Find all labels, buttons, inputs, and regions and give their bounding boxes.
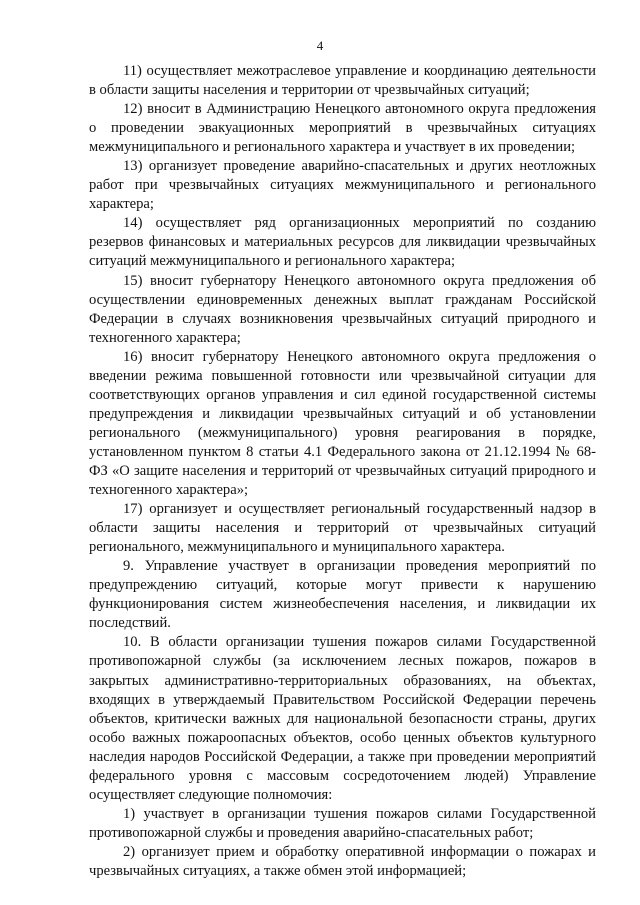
paragraph-item-11: 11) осуществляет межотраслевое управление и координацию деятельности в области защиты населения и территории от чрезвычайных ситуаций; [89, 63, 596, 99]
paragraph-section-9: 9. Управление участвует в организации проведения мероприятий по предупреждению ситуаций, которые могут привести к нарушению функционирования систем жизнеобеспечения населения, и ликвидации их последствий. [89, 558, 596, 632]
page-number: 4 [316, 38, 324, 53]
paragraph-subitem-1: 1) участвует в организации тушения пожаров силами Государственной противопожарной службы и проведения аварийно-спасательных работ; [89, 805, 596, 841]
paragraph-item-13: 13) организует проведение аварийно-спасательных и других неотложных работ при чрезвычайных ситуациях межмуниципального и регионального характера; [89, 158, 596, 213]
paragraph-item-17: 17) организует и осуществляет региональный государственный надзор в области защиты населения и территорий от чрезвычайных ситуаций регионального, межмуниципального и муниципального характера. [89, 501, 596, 556]
paragraph-section-10: 10. В области организации тушения пожаров силами Государственной противопожарной службы (за исключением лесных пожаров, пожаров в закрытых административно-территориальных образованиях, на объектах, входящих в утверждаемый Правительством Российской Федерации перечень объектов, критически важных для национальной безопасности страны, других особо важных пожароопасных объектов, особо ценных объектов культурного наследия народов Российской Федерации, а также при проведении мероприятий федерального уровня с массовым сосредоточением людей) Управление осуществляет следующие полномочия: [89, 634, 596, 803]
paragraph-item-16: 16) вносит губернатору Ненецкого автономного округа предложения о введении режима повышенной готовности или чрезвычайной ситуации для соответствующих органов управления и сил единой государственной системы предупреждения и ликвидации чрезвычайных ситуаций и об установлении регионального (межмуниципального) уровня реагирования в порядке, установленном пунктом 8 статьи 4.1 Федерального закона от 21.12.1994 № 68-ФЗ «О защите населения и территорий от чрезвычайных ситуаций природного и техногенного характера»; [89, 348, 596, 499]
paragraph-item-12: 12) вносит в Администрацию Ненецкого автономного округа предложения о проведении эвакуационных мероприятий в чрезвычайных ситуациях межмуниципального и регионального характера и участвует в их проведении; [89, 101, 596, 156]
document-body [89, 62, 596, 881]
paragraph-item-14: 14) осуществляет ряд организационных мероприятий по созданию резервов финансовых и материальных ресурсов для ликвидации чрезвычайных ситуаций межмуниципального и регионального характера; [89, 215, 596, 270]
paragraph-item-15: 15) вносит губернатору Ненецкого автономного округа предложения об осуществлении единовременных денежных выплат гражданам Российской Федерации в случаях возникновения чрезвычайных ситуаций природного и техногенного характера; [89, 272, 596, 346]
paragraph-subitem-2: 2) организует прием и обработку оперативной информации о пожарах и чрезвычайных ситуациях, а также обмен этой информацией; [89, 843, 596, 879]
